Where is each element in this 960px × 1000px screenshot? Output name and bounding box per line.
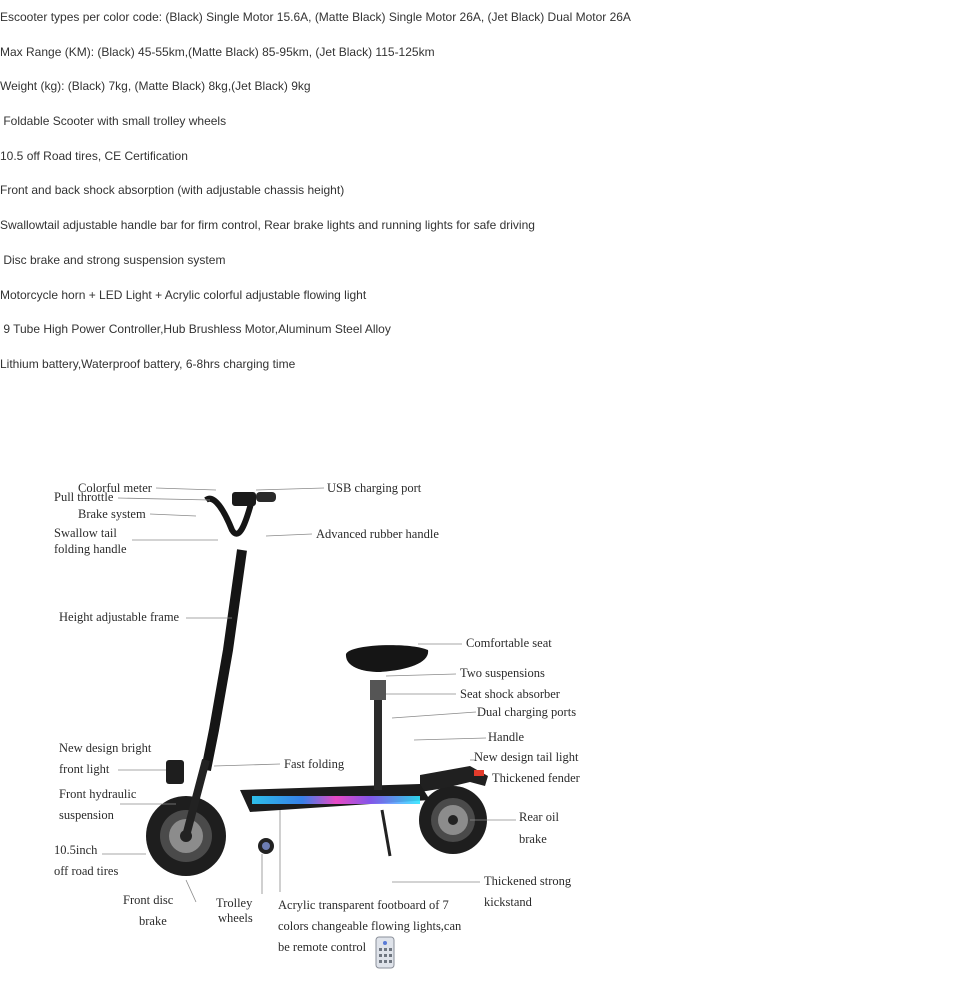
- label-rear-oil-1: Rear oil: [519, 810, 559, 824]
- label-pull-throttle: Pull throttle: [54, 490, 114, 504]
- label-two-suspensions: Two suspensions: [460, 666, 545, 680]
- label-footboard-1: Acrylic transparent footboard of 7: [278, 898, 449, 912]
- front-light: [166, 760, 184, 784]
- label-front-light-2: front light: [59, 762, 110, 776]
- label-handle: Handle: [488, 730, 525, 744]
- label-front-light-1: New design bright: [59, 741, 152, 755]
- label-swallow-tail: Swallow tail: [54, 526, 117, 540]
- label-brake-system: Brake system: [78, 507, 146, 521]
- scooter-diagram: [0, 470, 960, 990]
- meter: [232, 492, 256, 506]
- seat-post: [374, 686, 382, 790]
- spec-item: Escooter types per color code: (Black) Single Motor 15.6A, (Matte Black) Single Motor 26A, (Jet Black) Dual Motor 26A: [0, 10, 631, 24]
- label-folding-handle: folding handle: [54, 542, 127, 556]
- spec-item: Foldable Scooter with small trolley wheels: [0, 114, 227, 129]
- spec-item: Max Range (KM): (Black) 45-55km,(Matte Black) 85-95km, (Jet Black) 115-125km: [0, 44, 435, 59]
- label-height-frame: Height adjustable frame: [59, 610, 180, 624]
- seat: [346, 645, 428, 672]
- label-footboard-3: be remote control: [278, 940, 367, 954]
- steering-stem: [206, 550, 242, 770]
- spec-item: Swallowtail adjustable handle bar for firm control, Rear brake lights and running lights for safe driving: [0, 218, 535, 233]
- diagram-labels: [54, 481, 581, 954]
- led-footboard: [252, 796, 420, 804]
- rubber-grip: [256, 492, 276, 502]
- label-fender: Thickened fender: [492, 771, 580, 785]
- label-front-hydraulic-1: Front hydraulic: [59, 787, 137, 801]
- label-kickstand-2: kickstand: [484, 895, 532, 909]
- seat-shock: [370, 680, 386, 700]
- spec-item: Front and back shock absorption (with adjustable chassis height): [0, 183, 345, 198]
- spec-item: 10.5 off Road tires, CE Certification: [0, 148, 188, 163]
- label-comfortable-seat: Comfortable seat: [466, 636, 552, 650]
- label-disc-brake-1: Front disc: [123, 893, 174, 907]
- label-rubber-handle: Advanced rubber handle: [316, 527, 439, 541]
- kickstand: [382, 810, 390, 856]
- label-rear-oil-2: brake: [519, 832, 547, 846]
- label-dual-ports: Dual charging ports: [477, 705, 577, 719]
- scooter-illustration: [146, 492, 488, 876]
- spec-list: [0, 9, 960, 391]
- spec-item: Lithium battery,Waterproof battery, 6-8hrs charging time: [0, 356, 296, 371]
- tail-light: [474, 770, 484, 776]
- label-tires-1: 10.5inch: [54, 843, 98, 857]
- label-tires-2: off road tires: [54, 864, 119, 878]
- label-fast-folding: Fast folding: [284, 757, 345, 771]
- label-kickstand-1: Thickened strong: [484, 874, 572, 888]
- spec-item: Disc brake and strong suspension system: [0, 252, 226, 267]
- label-usb-port: USB charging port: [327, 481, 422, 495]
- label-colorful-meter: Colorful meter: [78, 481, 152, 495]
- label-tail-light: New design tail light: [474, 750, 579, 764]
- remote-control-icon: [376, 937, 394, 968]
- spec-item: Weight (kg): (Black) 7kg, (Matte Black) 8kg,(Jet Black) 9kg: [0, 79, 311, 94]
- label-disc-brake-2: brake: [139, 914, 167, 928]
- scooter-diagram-svg: [0, 470, 960, 990]
- label-trolley-1: Trolley: [216, 896, 253, 910]
- label-seat-shock: Seat shock absorber: [460, 687, 560, 701]
- trolley-wheel: [258, 838, 274, 854]
- label-footboard-2: colors changeable flowing lights,can: [278, 919, 462, 933]
- label-trolley-2: wheels: [218, 911, 253, 925]
- spec-item: Motorcycle horn + LED Light + Acrylic colorful adjustable flowing light: [0, 287, 367, 302]
- spec-item: 9 Tube High Power Controller,Hub Brushless Motor,Aluminum Steel Alloy: [0, 322, 391, 337]
- label-front-hydraulic-2: suspension: [59, 808, 114, 822]
